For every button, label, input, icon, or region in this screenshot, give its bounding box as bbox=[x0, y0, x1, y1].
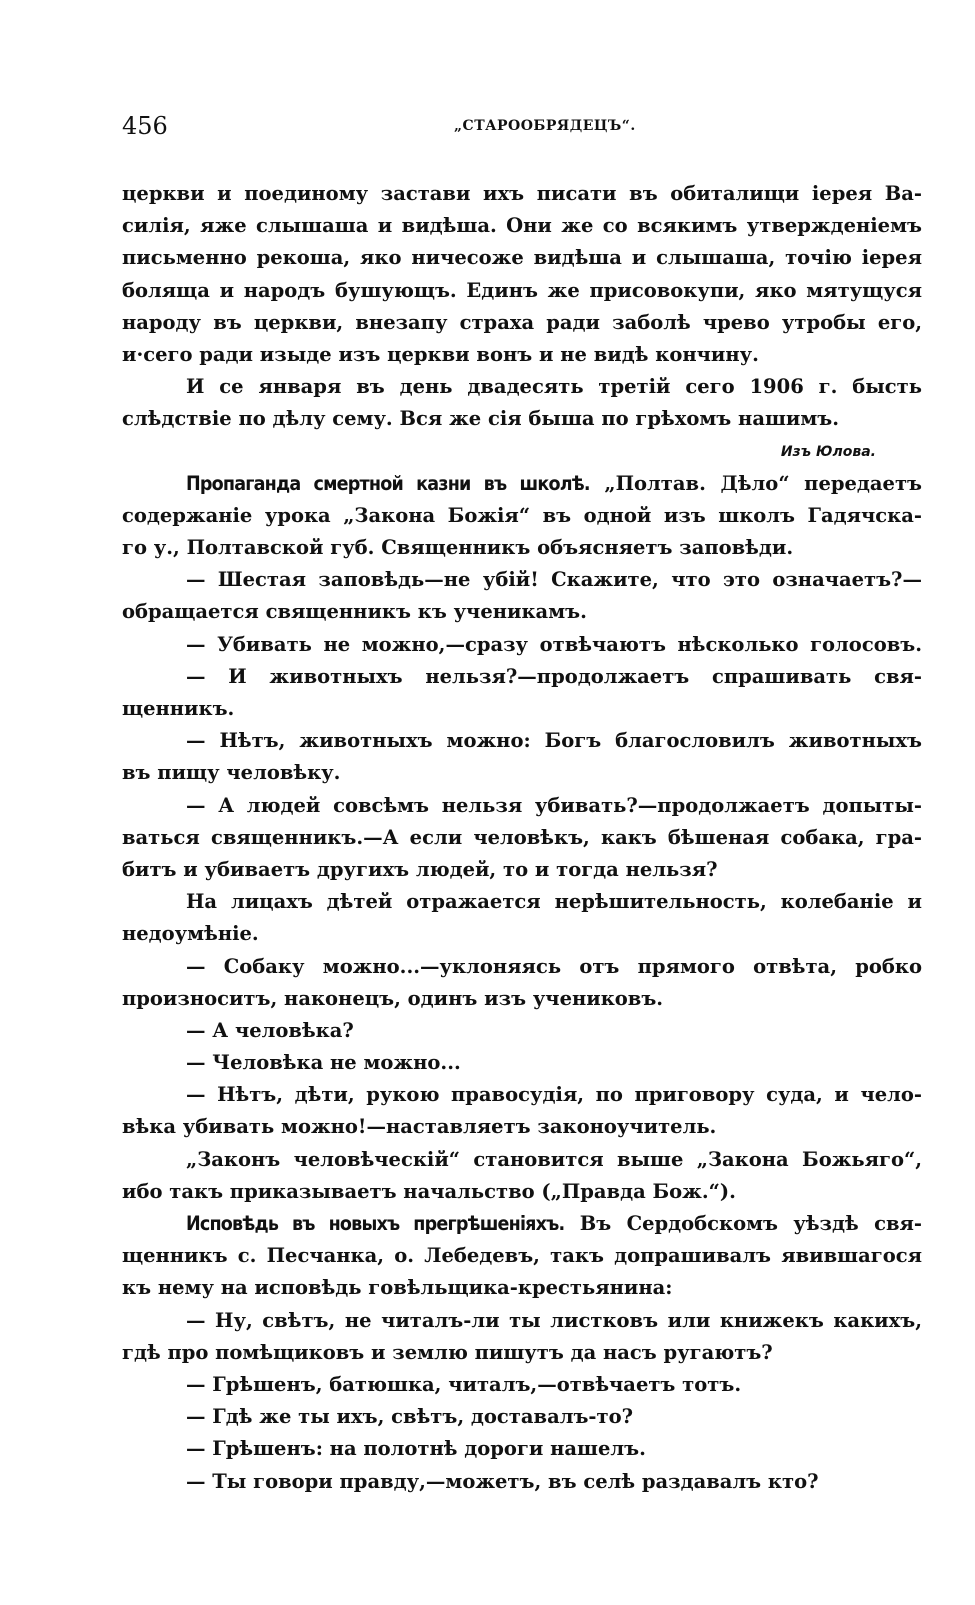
text-line: содержаніе урока „Закона Божія“ въ одной изъ школъ Гадячска- bbox=[122, 503, 922, 527]
text-line: церкви и поединому застави ихъ писати въ обиталищи іерея Ва- bbox=[122, 182, 922, 205]
page-number: 456 bbox=[122, 112, 168, 140]
text-line: ваться священникъ.—А если человѣкъ, какъ бѣшеная собака, гра- bbox=[122, 825, 922, 849]
text-line bbox=[122, 1208, 922, 1240]
text-line: гдѣ про помѣщиковъ и землю пишутъ да насъ ругаютъ? bbox=[122, 1340, 773, 1364]
text-line: На лицахъ дѣтей отражается нерѣшительность, колебаніе и bbox=[186, 890, 922, 914]
text-line: — Ты говори правду,—можетъ, въ селѣ раздавалъ кто? bbox=[186, 1469, 819, 1493]
text-line bbox=[122, 468, 922, 500]
text-line: и·сего ради изыде изъ церкви вонъ и не видѣ кончину. bbox=[122, 342, 759, 366]
text-line: щенникъ с. Песчанка, о. Лебедевъ, такъ допрашивалъ явившагося bbox=[122, 1244, 922, 1268]
text-line: — Человѣка не можно... bbox=[186, 1051, 461, 1075]
text-line: слѣдствіе по дѣлу сему. Вся же сія быша по грѣхомъ нашимъ. bbox=[122, 407, 840, 431]
text-line: — Убивать не можно,—сразу отвѣчаютъ нѣсколько голосовъ. bbox=[186, 632, 922, 656]
text-line: вѣка убивать можно!—наставляетъ законоучитель. bbox=[122, 1115, 717, 1139]
text-fragment: „Полтав. Дѣло“ передаетъ bbox=[589, 471, 922, 495]
text-line: И се января въ день двадесять третій сего 1906 г. бысть bbox=[186, 375, 922, 399]
text-line: — Гдѣ же ты ихъ, свѣтъ, доставалъ-то? bbox=[186, 1405, 634, 1429]
text-line: письменно рекоша, яко ничесоже видѣша и слышаша, точію іерея bbox=[122, 246, 922, 270]
text-line: обращается священникъ къ ученикамъ. bbox=[122, 600, 587, 624]
text-line: битъ и убиваетъ другихъ людей, то и тогда нельзя? bbox=[122, 857, 718, 881]
text-line: — Нѣтъ, животныхъ можно: Богъ благословилъ животныхъ bbox=[186, 729, 922, 753]
running-title: „СТАРООБРЯДЕЦЪ“. bbox=[454, 118, 636, 134]
text-line: къ нему на исповѣдь говѣльщика-крестьянина: bbox=[122, 1276, 673, 1300]
page-header bbox=[122, 112, 922, 142]
text-line: — Грѣшенъ, батюшка, читалъ,—отвѣчаетъ тотъ. bbox=[186, 1372, 742, 1396]
text-line: силія, яже слышаша и видѣша. Они же со всякимъ утвержденіемъ bbox=[122, 214, 922, 238]
text-line: въ пищу человѣку. bbox=[122, 761, 341, 785]
text-fragment: Въ Сердобскомъ уѣздѣ свя- bbox=[564, 1212, 922, 1235]
text-line: — Ну, свѣтъ, не читалъ-ли ты листковъ или книжекъ какихъ, bbox=[186, 1308, 922, 1332]
text-line: — И животныхъ нельзя?—продолжаетъ спрашивать свя- bbox=[186, 664, 922, 688]
text-line: — Нѣтъ, дѣти, рукою правосудія, по приговору суда, и чело- bbox=[186, 1083, 922, 1107]
text-line: — Собаку можно...—уклоняясь отъ прямого отвѣта, робко bbox=[186, 954, 922, 978]
text-line: произноситъ, наконецъ, одинъ изъ учениковъ. bbox=[122, 986, 664, 1010]
text-line: щенникъ. bbox=[122, 697, 235, 720]
text-line: народу въ церкви, внезапу страха ради заболѣ чрево утробы его, bbox=[122, 310, 922, 334]
text-line: — Шестая заповѣдь—не убій! Скажите, что это означаетъ?— bbox=[186, 568, 922, 592]
text-line: „Законъ человѣческій“ становится выше „Закона Божьяго“, bbox=[186, 1147, 922, 1171]
text-line: — А человѣка? bbox=[186, 1018, 354, 1042]
text-line: ибо такъ приказываетъ начальство („Правда Бож.“). bbox=[122, 1179, 736, 1203]
text-line: — А людей совсѣмъ нельзя убивать?—продолжаетъ допыты- bbox=[186, 793, 922, 817]
source-attribution: Изъ Юлова. bbox=[780, 443, 876, 460]
section-rubric: Исповѣдь въ новыхъ прегрѣшеніяхъ. bbox=[186, 1212, 565, 1235]
text-line: недоумѣніе. bbox=[122, 922, 259, 946]
text-line: го у., Полтавской губ. Священникъ объясняетъ заповѣди. bbox=[122, 536, 794, 560]
section-rubric: Пропаганда смертной казни въ школѣ. bbox=[186, 471, 590, 495]
text-line: болящa и народъ бушующъ. Единъ же присовокупи, яко мятущуся bbox=[122, 278, 922, 302]
body-text bbox=[122, 178, 922, 1498]
text-line: — Грѣшенъ: на полотнѣ дороги нашелъ. bbox=[186, 1437, 646, 1461]
